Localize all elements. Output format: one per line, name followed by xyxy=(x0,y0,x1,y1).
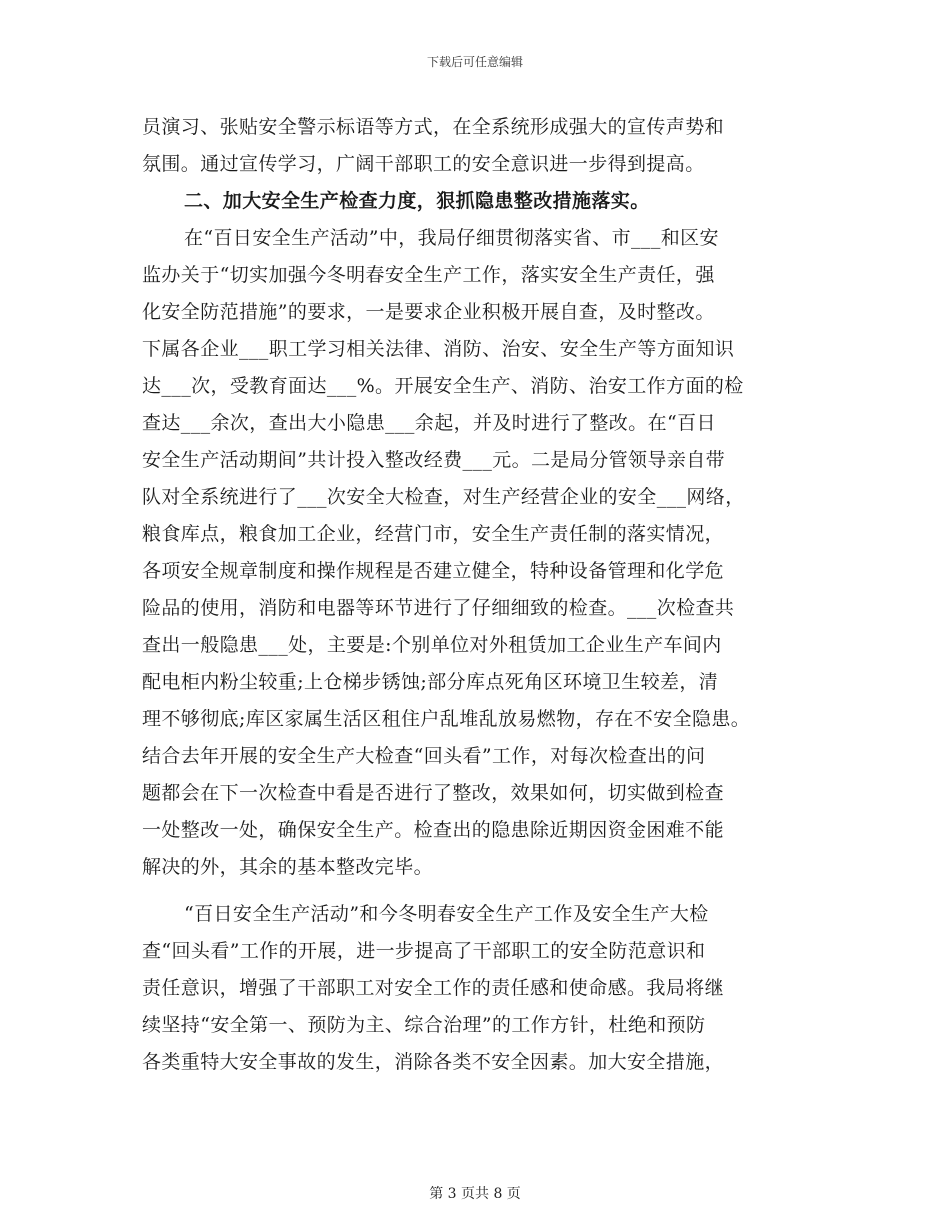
text-line: 员演习、张贴安全警示标语等方式，在全系统形成强大的宣传声势和 xyxy=(142,116,725,138)
text-line: 查出一般隐患___处，主要是:个别单位对外租赁加工企业生产车间内 xyxy=(142,634,722,656)
text-line: 化安全防范措施”的要求，一是要求企业积极开展自查，及时整改。 xyxy=(142,301,715,323)
text-line: 一处整改一处，确保安全生产。检查出的隐患除近期因资金困难不能 xyxy=(142,819,725,841)
page-footer: 第 3 页共 8 页 xyxy=(429,1186,521,1202)
text-line: 下属各企业___职工学习相关法律、消防、治安、安全生产等方面知识 xyxy=(142,338,735,360)
text-line: 粮食库点，粮食加工企业，经营门市，安全生产责任制的落实情况， xyxy=(142,523,725,545)
paragraph-gap xyxy=(142,886,842,896)
text-line: 续坚持“安全第一、预防为主、综合治理”的工作方针，杜绝和预防 xyxy=(142,1014,706,1036)
text-line: 解决的外，其余的基本整改完毕。 xyxy=(142,856,434,878)
text-line: 结合去年开展的安全生产大检查“回头看”工作，对每次检查出的问 xyxy=(142,745,706,767)
text-line: 各项安全规章制度和操作规程是否建立健全，特种设备管理和化学危 xyxy=(142,560,725,582)
text-line: 监办关于“切实加强今冬明春安全生产工作，落实安全生产责任，强 xyxy=(142,264,715,286)
text-line: 安全生产活动期间”共计投入整改经费___元。二是局分管领导亲自带 xyxy=(142,449,726,471)
text-line: 责任意识，增强了干部职工对安全工作的责任感和使命感。我局将继 xyxy=(142,977,725,999)
text-line: “百日安全生产活动”和今冬明春安全生产工作及安全生产大检 xyxy=(184,903,709,925)
document-body xyxy=(142,109,842,1081)
text-line: 查达___余次，查出大小隐患___余起，并及时进行了整改。在“百日 xyxy=(142,412,716,434)
text-line: 各类重特大安全事故的发生，消除各类不安全因素。加大安全措施， xyxy=(142,1051,725,1073)
text-line: 氛围。通过宣传学习，广阔干部职工的安全意识进一步得到提高。 xyxy=(142,153,705,175)
text-line: 查“回头看”工作的开展，进一步提高了干部职工的安全防范意识和 xyxy=(142,940,706,962)
page-header: 下载后可任意编辑 xyxy=(426,55,523,69)
text-line: 达___次，受教育面达___%。开展安全生产、消防、治安工作方面的检 xyxy=(142,375,744,397)
text-line: 题都会在下一次检查中看是否进行了整改，效果如何，切实做到检查 xyxy=(142,782,725,804)
text-line: 配电柜内粉尘较重;上仓梯步锈蚀;部分库点死角区环境卫生较差，清 xyxy=(142,671,719,693)
section-heading: 二、加大安全生产检查力度，狠抓隐患整改措施落实。 xyxy=(184,190,650,212)
text-line: 险品的使用，消防和电器等环节进行了仔细细致的检查。___次检查共 xyxy=(142,597,735,619)
text-line: 队对全系统进行了___次安全大检查，对生产经营企业的安全___网络， xyxy=(142,486,745,508)
text-line: 理不够彻底;库区家属生活区租住户乱堆乱放易燃物，存在不安全隐患。 xyxy=(142,708,751,730)
text-line: 在“百日安全生产活动”中，我局仔细贯彻落实省、市___和区安 xyxy=(184,227,719,249)
